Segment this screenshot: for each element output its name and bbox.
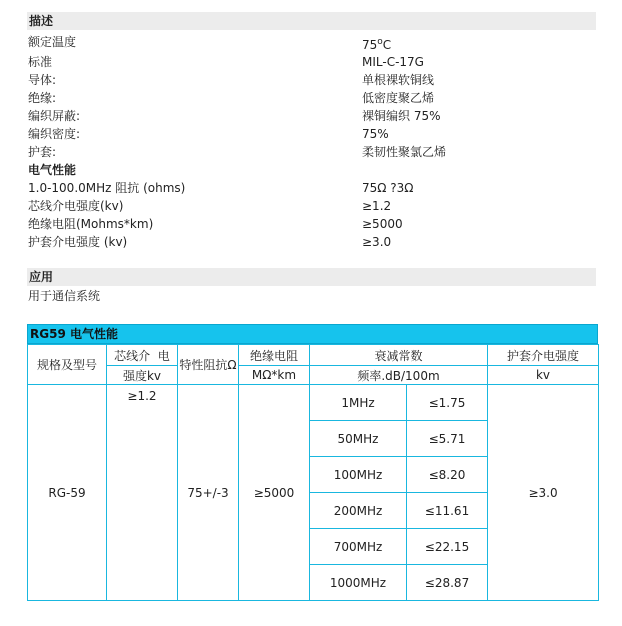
header-jacket-b: kv [488,366,599,385]
spec-label: 1.0-100.0MHz 阻抗 (ohms) [28,181,186,195]
spec-row-temperature [28,33,596,51]
spec-row-standard [28,53,596,71]
cell-attenuation: ≤28.87 [407,565,488,601]
application-text: 用于通信系统 [28,289,101,303]
spec-label: 芯线介电强度(kv) [28,199,124,213]
cell-model: RG-59 [28,385,107,601]
spec-value: ≥1.2 [362,199,392,213]
spec-row-braid-density [28,125,596,143]
cell-attenuation: ≤22.15 [407,529,488,565]
spec-row-jacket-strength [28,233,596,251]
cell-frequency: 200MHz [310,493,407,529]
cell-jacket-strength: ≥3.0 [488,385,599,601]
spec-label: 标准 [28,55,53,69]
spec-label: 额定温度 [28,35,77,49]
spec-value: 裸铜编织 75% [362,109,441,123]
spec-row-insulation [28,89,596,107]
spec-value: 75% [362,127,389,141]
cell-frequency: 100MHz [310,457,407,493]
spec-label: 护套: [28,145,57,159]
table-title: RG59 电气性能 [27,324,598,344]
header-model: 规格及型号 [28,345,107,385]
spec-value: 75Ω ?3Ω [362,181,414,195]
cell-frequency: 1MHz [310,385,407,421]
spec-row-impedance [28,179,596,197]
cell-core-strength: ≥1.2 [107,385,178,601]
spec-value: 75$^o$C [362,37,392,52]
spec-label: 护套介电强度 (kv) [28,235,128,249]
header-insulation-a: 绝缘电阻 [239,345,310,366]
cell-attenuation: ≤1.75 [407,385,488,421]
spec-value: 低密度聚乙烯 [362,91,435,105]
spec-row-core-strength [28,197,596,215]
spec-value: 单根裸软铜线 [362,73,435,87]
cell-frequency: 1000MHz [310,565,407,601]
table-header-row [28,345,599,366]
header-attenuation-b: 频率.dB/100m [310,366,488,385]
rg59-spec-table [27,344,599,601]
spec-label: 编织密度: [28,127,81,141]
description-heading: 描述 [27,12,596,30]
spec-label: 绝缘: [28,91,57,105]
header-insulation-b: MΩ*km [239,366,310,385]
cell-frequency: 50MHz [310,421,407,457]
spec-row-jacket [28,143,596,161]
spec-row-conductor [28,71,596,89]
electrical-heading: 电气性能 [28,163,77,177]
spec-row-shield [28,107,596,125]
cell-frequency: 700MHz [310,529,407,565]
application-heading: 应用 [27,268,596,286]
spec-value: MIL-C-17G [362,55,424,69]
header-core-strength-a: 芯线介 电 [107,345,178,366]
spec-value: ≥5000 [362,217,403,231]
spec-label: 绝缘电阻(Mohms*km) [28,217,154,231]
cell-attenuation: ≤11.61 [407,493,488,529]
spec-value: ≥3.0 [362,235,392,249]
cell-attenuation: ≤8.20 [407,457,488,493]
cell-attenuation: ≤5.71 [407,421,488,457]
spec-label: 编织屏蔽: [28,109,81,123]
cell-impedance: 75+/-3 [178,385,239,601]
spec-row-insulation-resistance [28,215,596,233]
header-core-strength-b: 强度kv [107,366,178,385]
spec-value: 柔韧性聚氯乙烯 [362,145,447,159]
spec-label: 导体: [28,73,57,87]
header-attenuation-a: 衰减常数 [310,345,488,366]
header-impedance: 特性阻抗Ω [178,345,239,385]
table-row [28,385,599,421]
table-header-row [28,366,599,385]
cell-insulation: ≥5000 [239,385,310,601]
header-jacket-a: 护套介电强度 [488,345,599,366]
